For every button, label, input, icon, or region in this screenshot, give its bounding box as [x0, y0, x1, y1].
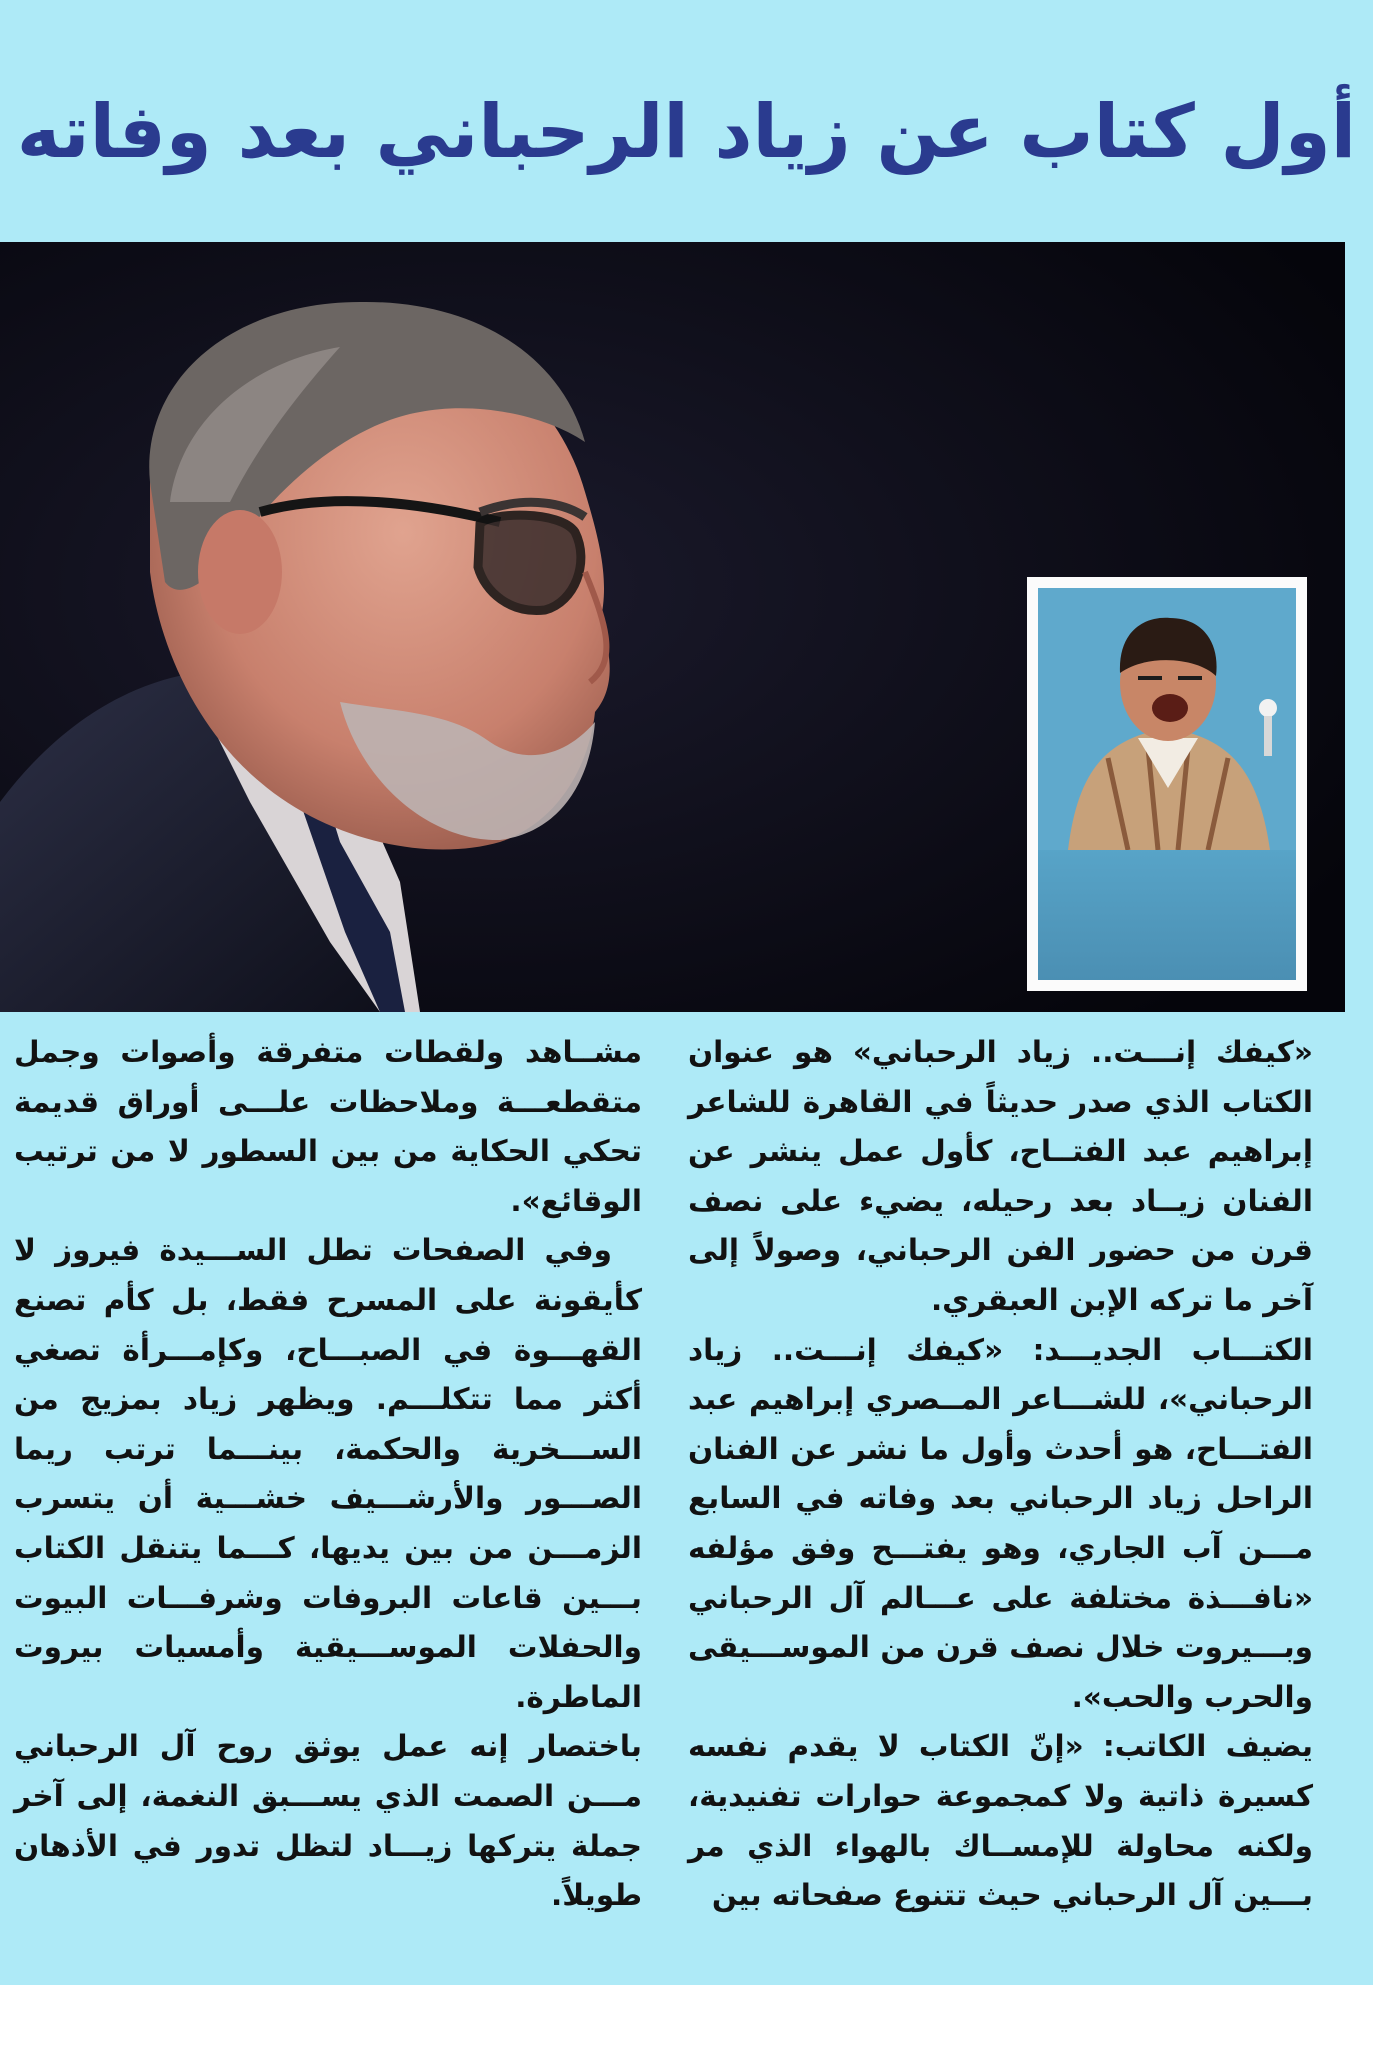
article-paragraph: باختصار إنه عمل يوثق روح آل الرحباني مـــن الصمت الذي يســـبق النغمة، إلى آخر جملة يتركها زيـــاد لتظل تدور في الأذهان طويلاً.: [14, 1729, 642, 1913]
article-paragraph: الكتـــاب الجديـــد: «كيفك إنـــت.. زياد الرحباني»، للشـــاعر المــصري إبراهيم عبد الفتـــاح، هو أحدث وأول ما نشر عن الفنان الراحل زياد الرحباني بعد وفاته في السابع مـــن آب الجاري، وهو يفتـــح وفق مؤلفه «نافـــذة مختلفة على عـــالم آل الرحباني وبـــيروت خلال نصف قرن من الموســـيقى والحرب والحب».: [688, 1332, 1313, 1714]
headline: أول كتاب عن زياد الرحباني بعد وفاته: [16, 89, 1357, 175]
book-cover: [1027, 577, 1307, 991]
main-photo: [0, 242, 1345, 1012]
article-paragraph: مشــاهد ولقطات متفرقة وأصوات وجمل متقطعـــة وملاحظات علـــى أوراق قديمة تحكي الحكاية من بين السطور لا من ترتيب الوقائع».: [14, 1035, 642, 1218]
article-paragraph: وفي الصفحات تطل الســـيدة فيروز لا كأيقونة على المسرح فقط، بل كأم تصنع القهـــوة في الصبـــاح، وكإمـــرأة تصغي أكثر مما تتكلـــم. ويظهر زياد بمزيج من الســـخرية والحكمة، بينـــما ترتب ريما الصـــور والأرشـــيف خشـــية أن يتسرب الزمـــن من بين يديها، كـــما يتنقل الكتاب بـــين قاعات البروفات وشرفـــات البيوت والحفلات الموســـيقية وأمسيات بيروت الماطرة.: [14, 1233, 642, 1714]
shouting-man-illustration: [1038, 588, 1296, 850]
article-paragraph: «كيفك إنـــت.. زياد الرحباني» هو عنوان الكتاب الذي صدر حديثاً في القاهرة للشاعر إبراهيم عبد الفتــاح، كأول عمل ينشر عن الفنان زيــاد بعد رحيله، يضيء على نصف قرن من حضور الفن الرحباني، وصولاً إلى آخر ما تركه الإبن العبقري.: [688, 1035, 1313, 1317]
book-cover-artwork: [1038, 588, 1296, 980]
article-paragraph: يضيف الكاتب: «إنّ الكتاب لا يقدم نفسه كسيرة ذاتية ولا كمجموعة حوارات تفنيدية، ولكنه محاولة للإمســاك بالهواء الذي مر بـــين آل الرحباني حيث تتنوع صفحاته بين: [688, 1729, 1313, 1913]
article-column-right: [688, 1028, 1313, 1978]
article-column-left: [14, 1028, 642, 1978]
